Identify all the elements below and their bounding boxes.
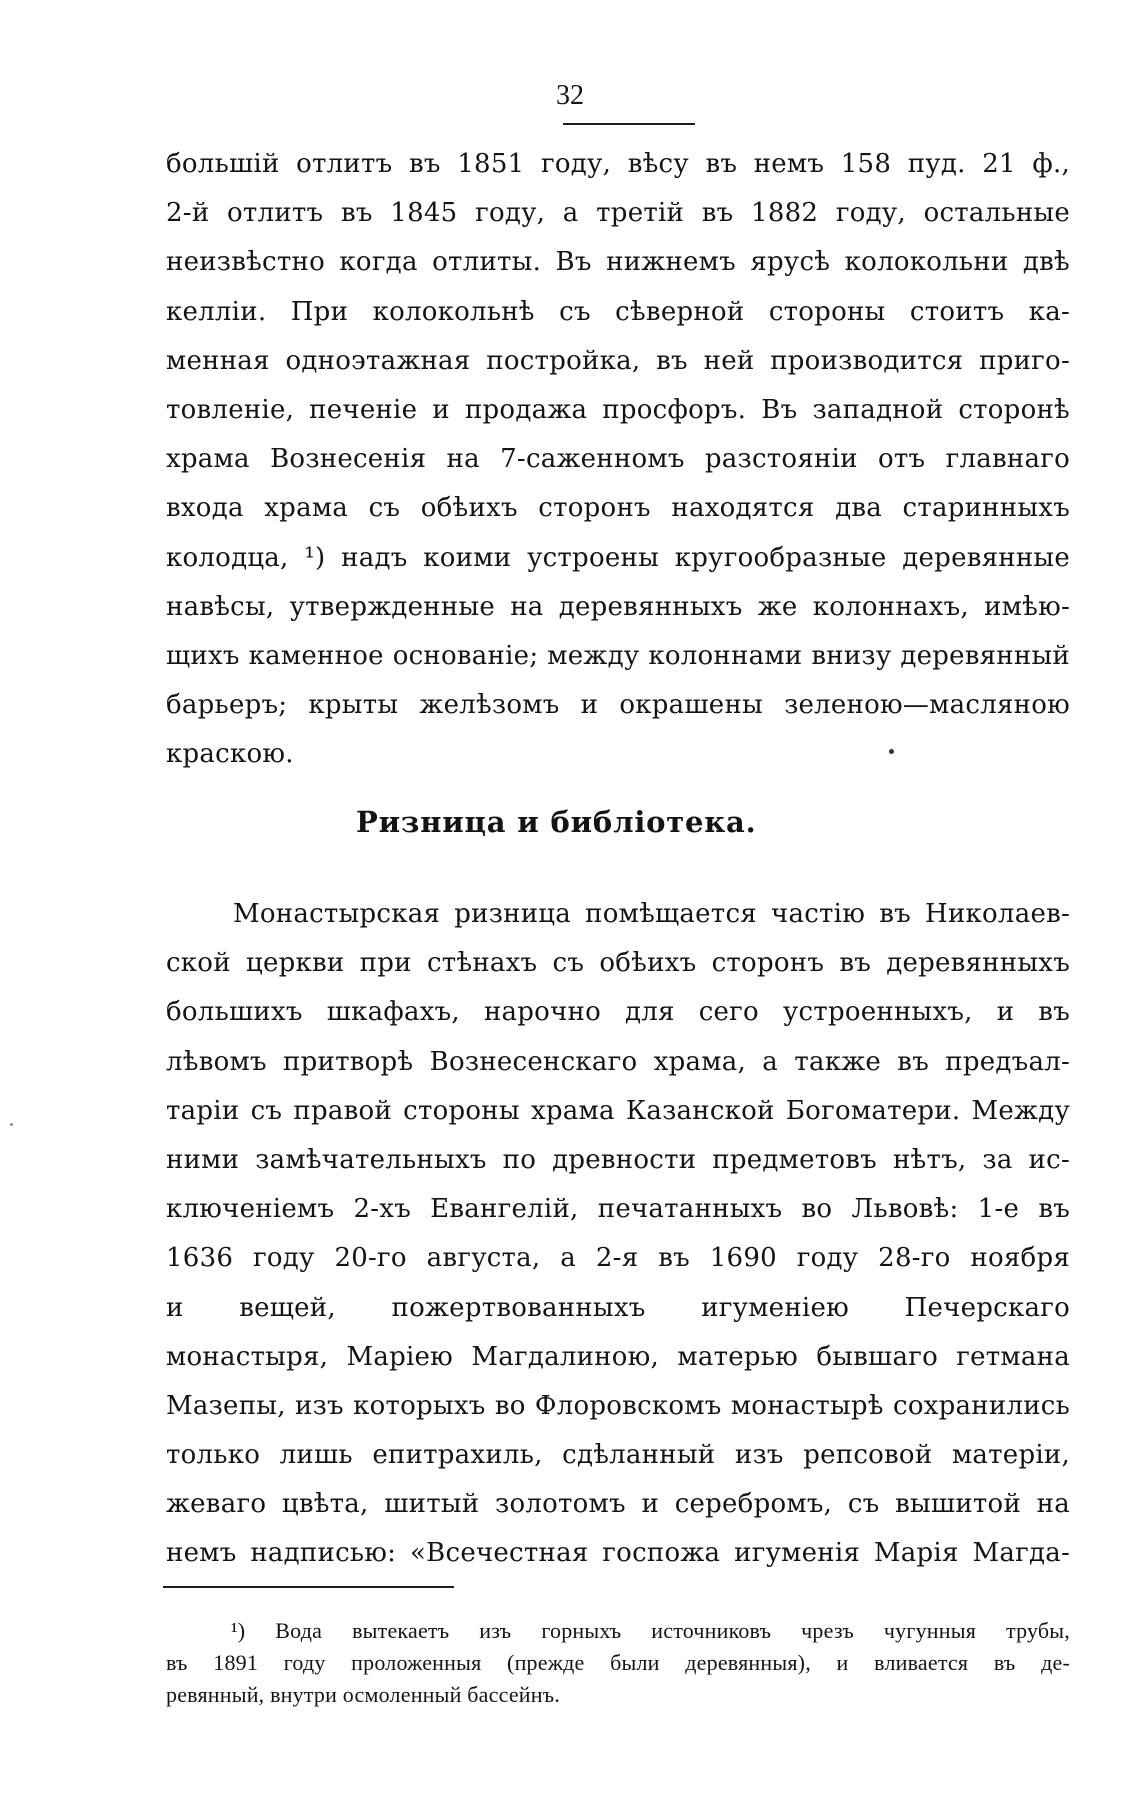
text-line: храма Вознесенія на 7-саженномъ разстояніи отъ главнаго	[166, 444, 1070, 475]
footnote-line: въ 1891 году проложенныя (прежде были деревянныя), и вливается въ де-	[166, 1650, 1070, 1675]
upper-paragraph	[166, 140, 1070, 779]
text-line: большихъ шкафахъ, нарочно для сего устроенныхъ, и въ	[166, 997, 1070, 1028]
text-line: краскою.	[166, 739, 294, 770]
footnote-rule	[163, 1586, 454, 1588]
text-line: ключеніемъ 2-хъ Евангелій, печатанныхъ во Львовѣ: 1-е въ	[166, 1194, 1070, 1225]
text-line: входа храма съ обѣихъ сторонъ находятся два старинныхъ	[166, 493, 1070, 524]
text-line: келліи. При колокольнѣ съ сѣверной стороны стоитъ ка-	[166, 296, 1070, 327]
text-line: монастыря, Маріею Магдалиною, матерью бывшаго гетмана	[166, 1341, 1070, 1372]
text-line: жеваго цвѣта, шитый золотомъ и серебромъ, съ вышитой на	[166, 1489, 1070, 1520]
text-line: Монастырская ризница помѣщается частію въ Николаев-	[233, 899, 1070, 929]
footnote-line: ¹) Вода вытекаетъ изъ горныхъ источниковъ чрезъ чугунныя трубы,	[231, 1618, 1070, 1643]
text-line: 2-й отлитъ въ 1845 году, а третій въ 1882 году, остальные	[166, 198, 1070, 229]
stray-ink-dot	[889, 749, 894, 754]
text-line: таріи съ правой стороны храма Казанской Богоматери. Между	[166, 1095, 1070, 1126]
text-line: Мазепы, изъ которыхъ во Флоровскомъ монастырѣ сохранились	[166, 1390, 1070, 1421]
text-line: колодца, ¹) надъ коими устроены кругообразные деревянные	[166, 542, 1070, 573]
lower-paragraph	[166, 890, 1070, 1579]
page-number: 32	[556, 80, 584, 111]
text-line: менная одноэтажная постройка, въ ней производится приго-	[166, 345, 1070, 376]
page-number-rule	[563, 123, 695, 125]
section-heading: Ризница и библіотека.	[356, 805, 757, 839]
text-line: барьеръ; крыты желѣзомъ и окрашены зеленою—масляною	[166, 690, 1070, 721]
text-line: ними замѣчательныхъ по древности предметовъ нѣтъ, за ис-	[166, 1144, 1070, 1175]
text-line: ской церкви при стѣнахъ съ обѣихъ сторонъ въ деревянныхъ	[166, 948, 1070, 979]
text-line: немъ надписью: «Всечестная госпожа игуменія Марія Магда-	[166, 1538, 1070, 1569]
footnote-line: ревянный, внутри осмоленный бассейнъ.	[166, 1682, 561, 1707]
text-line: большій отлитъ въ 1851 году, вѣсу въ немъ 158 пуд. 21 ф.,	[166, 149, 1070, 179]
text-line: и вещей, пожертвованныхъ игуменіею Печерскаго	[166, 1292, 1070, 1323]
text-line: только лишь епитрахиль, сдѣланный изъ репсовой матеріи,	[166, 1440, 1070, 1471]
text-line: неизвѣстно когда отлиты. Въ нижнемъ ярусѣ колокольни двѣ	[166, 247, 1070, 278]
footnote	[166, 1615, 1070, 1711]
text-line: щихъ каменное основаніе; между колоннами внизу деревянный	[166, 640, 1070, 671]
text-line: лѣвомъ притворѣ Вознесенскаго храма, а также въ предъал-	[166, 1046, 1070, 1077]
text-line: навѣсы, утвержденные на деревянныхъ же колоннахъ, имѣю-	[166, 591, 1070, 622]
margin-ink-mark	[10, 1123, 13, 1126]
text-line: 1636 году 20-го августа, а 2-я въ 1690 году 28-го ноября	[166, 1243, 1070, 1274]
text-line: товленіе, печеніе и продажа просфоръ. Въ западной сторонѣ	[166, 394, 1070, 425]
